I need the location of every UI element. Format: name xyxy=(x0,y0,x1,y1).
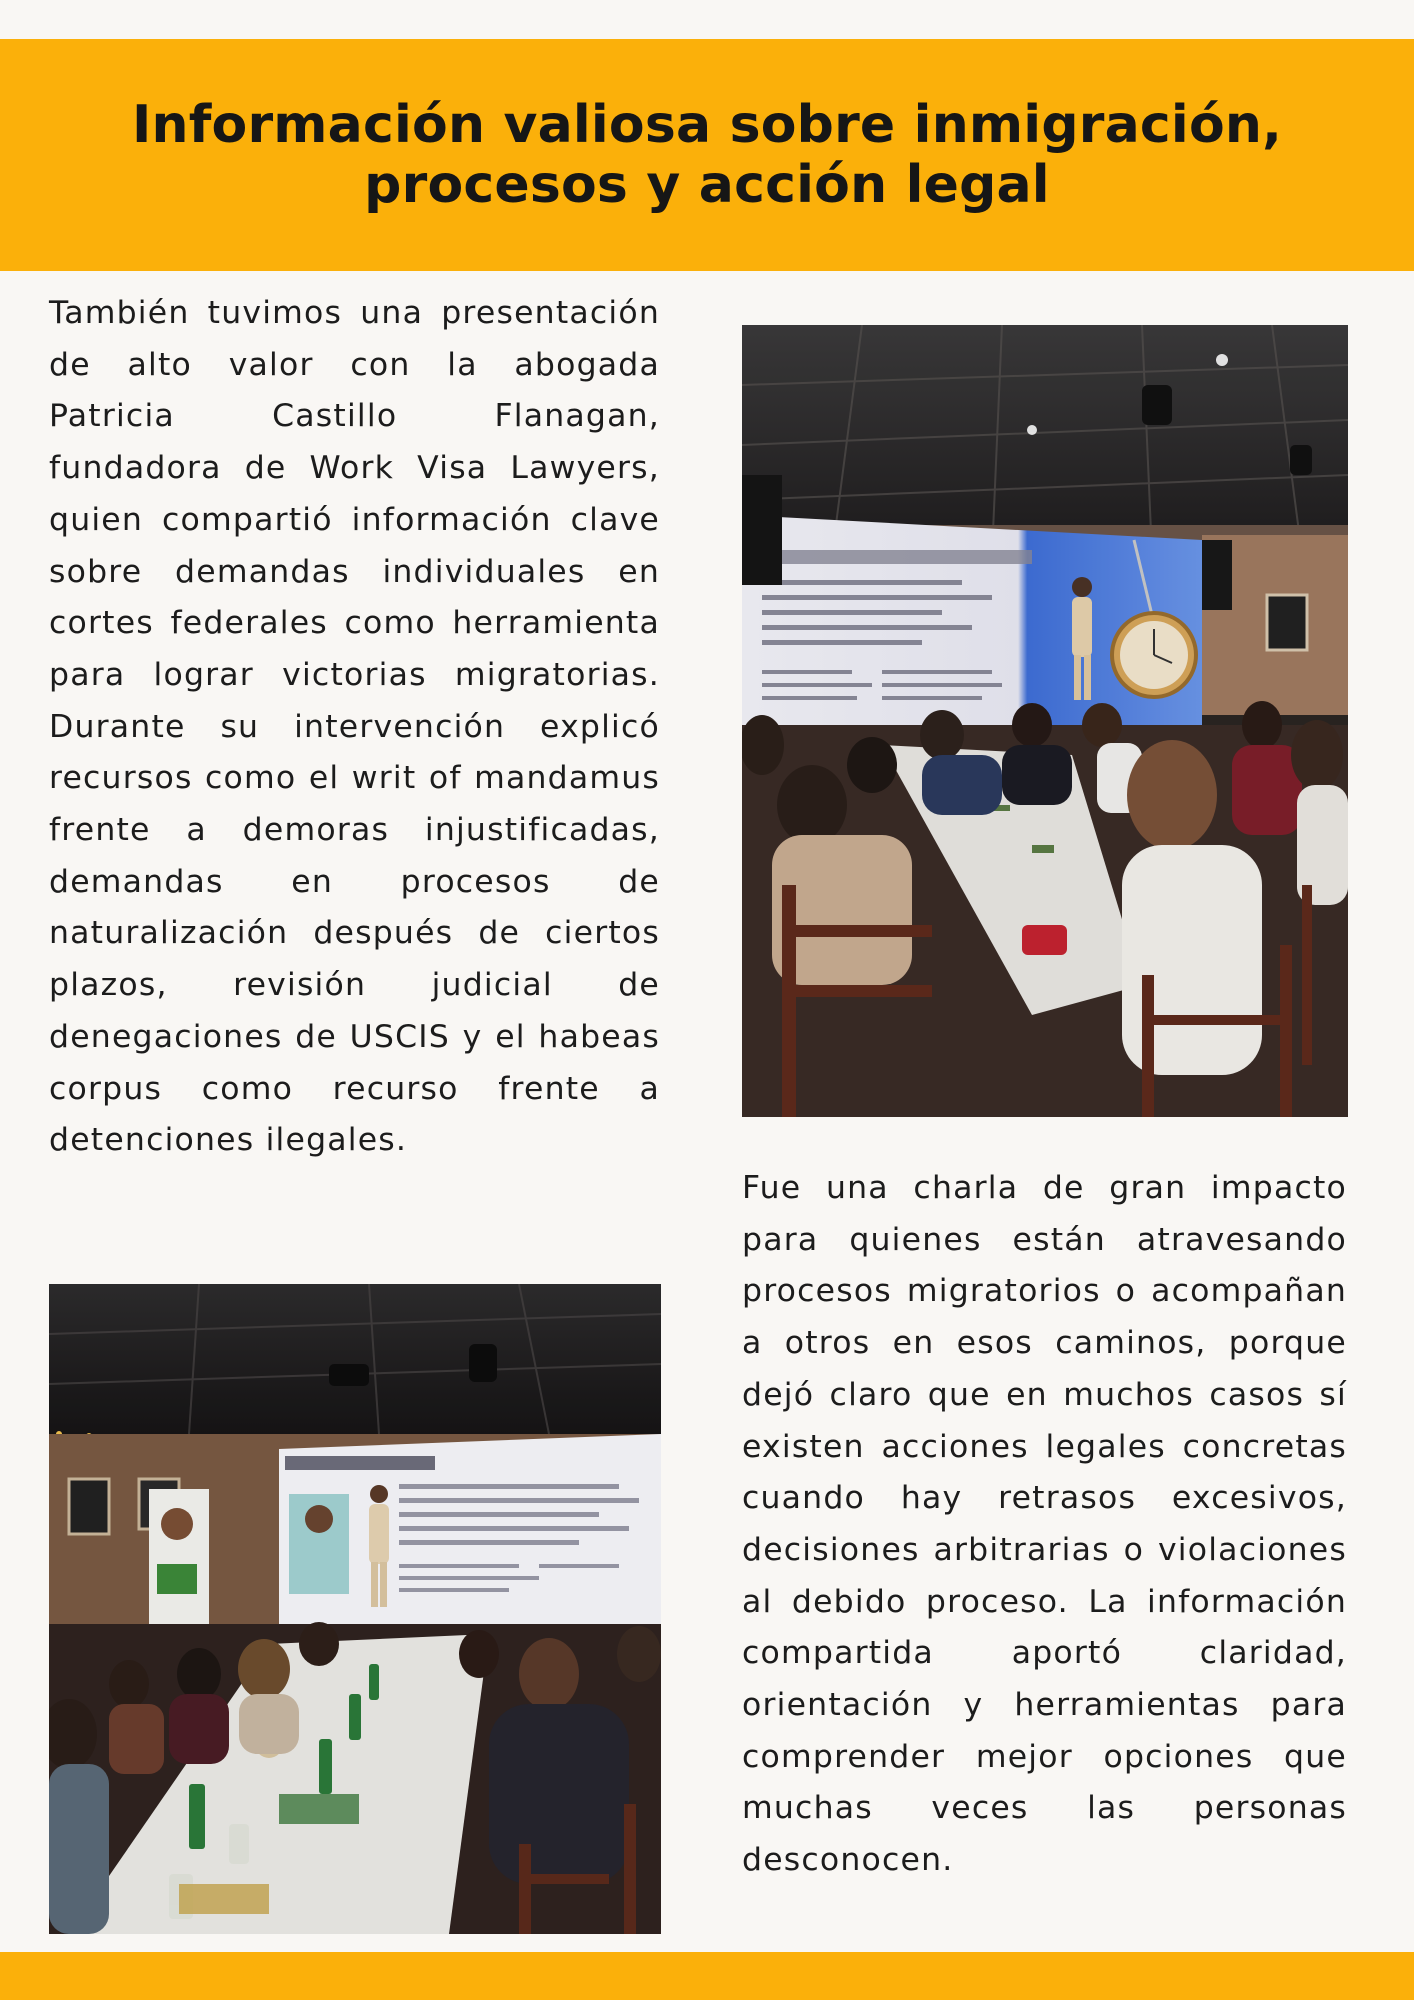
presentation-photo-clock-slide xyxy=(742,325,1348,1117)
presentation-photo-speaker-slide xyxy=(49,1284,661,1934)
left-paragraph: También tuvimos una presentación de alto valor con la abogada Patricia Castillo Flanagan, fundadora de Work Visa Lawyers, quien compartió información clave sobre demandas individuales en cortes federales como herramienta para lograr victorias migratorias. Durante su intervención explicó recursos como el writ of mandamus frente a demoras injustificadas, demandas en procesos de naturalización después de ciertos plazos, revisión judicial de denegaciones de USCIS y el habeas corpus como recurso frente a detenciones ilegales. xyxy=(49,295,660,1159)
right-paragraph: Fue una charla de gran impacto para quienes están atravesando procesos migratorios o acompañan a otros en esos caminos, porque dejó claro que en muchos casos sí existen acciones legales concretas cuando hay retrasos excesivos, decisiones arbitrarias o violaciones al debido proceso. La información compartida aportó claridad, orientación y herramientas para comprender mejor opciones que muchas veces las personas desconocen. xyxy=(742,1170,1347,1879)
page-title: Información valiosa sobre inmigración, procesos y acción legal xyxy=(131,95,1283,215)
photo-presentation-speaker-slide-icon xyxy=(49,1284,661,1934)
photo-presentation-clock-slide-icon xyxy=(742,325,1348,1117)
header-banner xyxy=(0,39,1414,271)
footer-banner xyxy=(0,1952,1414,2000)
